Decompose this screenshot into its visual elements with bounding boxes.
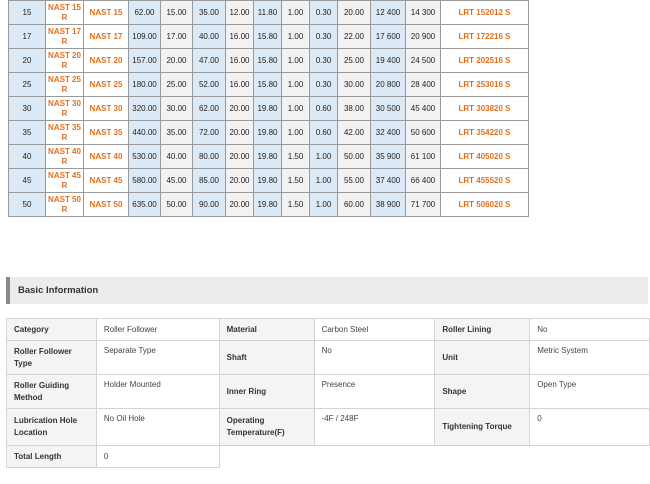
spec-value-cell: 635.00 bbox=[129, 193, 161, 217]
spec-value-cell: 1.00 bbox=[282, 25, 310, 49]
spec-value-cell: 55.00 bbox=[338, 169, 371, 193]
spec-value-cell: 12 400 bbox=[371, 1, 406, 25]
spec-value-cell: 60.00 bbox=[338, 193, 371, 217]
spec-value-cell: 16.00 bbox=[226, 49, 254, 73]
related-part-link[interactable]: LRT 202516 S bbox=[441, 49, 529, 73]
spec-value-cell: 1.00 bbox=[310, 145, 338, 169]
related-part-link[interactable]: LRT 405020 S bbox=[441, 145, 529, 169]
part-number-link[interactable]: NAST 25 R bbox=[46, 73, 84, 97]
info-value: Holder Mounted bbox=[96, 375, 219, 409]
spec-value-cell: 580.00 bbox=[129, 169, 161, 193]
part-number-link[interactable]: NAST 35 R bbox=[46, 121, 84, 145]
spec-value-cell: 40.00 bbox=[193, 25, 226, 49]
spec-value-cell: 17 600 bbox=[371, 25, 406, 49]
spec-value-cell: 180.00 bbox=[129, 73, 161, 97]
info-value: No bbox=[530, 319, 650, 341]
spec-value-cell: 20 900 bbox=[406, 25, 441, 49]
spec-value-cell: 45 400 bbox=[406, 97, 441, 121]
spec-value-cell: 19.80 bbox=[254, 121, 282, 145]
table-row bbox=[9, 145, 529, 169]
spec-value-cell: 85.00 bbox=[193, 169, 226, 193]
size-cell: 35 bbox=[9, 121, 46, 145]
spec-value-cell: 35.00 bbox=[161, 121, 193, 145]
info-value: 0 bbox=[530, 409, 650, 446]
spec-value-cell: 40.00 bbox=[161, 145, 193, 169]
spec-value-cell: 14 300 bbox=[406, 1, 441, 25]
spec-value-cell: 62.00 bbox=[129, 1, 161, 25]
spec-value-cell: 19 400 bbox=[371, 49, 406, 73]
spec-value-cell: 47.00 bbox=[193, 49, 226, 73]
spec-value-cell: 71 700 bbox=[406, 193, 441, 217]
spec-value-cell: 1.00 bbox=[282, 121, 310, 145]
spec-value-cell: 61 100 bbox=[406, 145, 441, 169]
spec-value-cell: 20.00 bbox=[338, 1, 371, 25]
table-row bbox=[9, 73, 529, 97]
info-label: Roller Follower Type bbox=[7, 341, 97, 375]
part-number-link[interactable]: NAST 20 R bbox=[46, 49, 84, 73]
info-row bbox=[7, 319, 650, 341]
spec-value-cell: 50.00 bbox=[161, 193, 193, 217]
info-label: Lubrication Hole Location bbox=[7, 409, 97, 446]
spec-value-cell: 440.00 bbox=[129, 121, 161, 145]
spec-value-cell: 42.00 bbox=[338, 121, 371, 145]
spec-value-cell: 17.00 bbox=[161, 25, 193, 49]
spec-value-cell: 30.00 bbox=[161, 97, 193, 121]
part-number-link[interactable]: NAST 15 R bbox=[46, 1, 84, 25]
info-label: Unit bbox=[435, 341, 530, 375]
part-link[interactable]: NAST 20 bbox=[84, 49, 129, 73]
info-label: Category bbox=[7, 319, 97, 341]
spec-value-cell: 1.00 bbox=[310, 193, 338, 217]
spec-value-cell: 28 400 bbox=[406, 73, 441, 97]
spec-value-cell: 20.00 bbox=[226, 97, 254, 121]
spec-value-cell: 35.00 bbox=[193, 1, 226, 25]
info-row bbox=[7, 446, 650, 468]
info-row bbox=[7, 375, 650, 409]
spec-value-cell: 1.50 bbox=[282, 145, 310, 169]
related-part-link[interactable]: LRT 152012 S bbox=[441, 1, 529, 25]
info-label: Operating Temperature(F) bbox=[219, 409, 314, 446]
spec-value-cell: 0.30 bbox=[310, 49, 338, 73]
basic-info-table bbox=[6, 318, 650, 468]
part-link[interactable]: NAST 30 bbox=[84, 97, 129, 121]
table-row bbox=[9, 49, 529, 73]
info-label: Material bbox=[219, 319, 314, 341]
spec-value-cell: 30.00 bbox=[338, 73, 371, 97]
spec-table bbox=[8, 0, 529, 217]
spec-value-cell: 0.30 bbox=[310, 25, 338, 49]
spec-value-cell: 45.00 bbox=[161, 169, 193, 193]
spec-value-cell: 20.00 bbox=[226, 169, 254, 193]
spec-value-cell: 0.60 bbox=[310, 97, 338, 121]
spec-value-cell: 12.00 bbox=[226, 1, 254, 25]
spec-value-cell: 25.00 bbox=[338, 49, 371, 73]
info-value: -4F / 248F bbox=[314, 409, 435, 446]
spec-value-cell: 72.00 bbox=[193, 121, 226, 145]
part-link[interactable]: NAST 17 bbox=[84, 25, 129, 49]
spec-value-cell: 66 400 bbox=[406, 169, 441, 193]
spec-value-cell: 0.60 bbox=[310, 121, 338, 145]
spec-value-cell: 20.00 bbox=[226, 145, 254, 169]
part-link[interactable]: NAST 45 bbox=[84, 169, 129, 193]
info-value: No Oil Hole bbox=[96, 409, 219, 446]
related-part-link[interactable]: LRT 172216 S bbox=[441, 25, 529, 49]
spec-value-cell: 0.30 bbox=[310, 73, 338, 97]
spec-value-cell: 16.00 bbox=[226, 73, 254, 97]
info-row bbox=[7, 341, 650, 375]
spec-value-cell: 20.00 bbox=[161, 49, 193, 73]
spec-value-cell: 0.30 bbox=[310, 1, 338, 25]
spec-value-cell: 32 400 bbox=[371, 121, 406, 145]
spec-value-cell: 25.00 bbox=[161, 73, 193, 97]
size-cell: 17 bbox=[9, 25, 46, 49]
info-value: No bbox=[314, 341, 435, 375]
basic-info-header bbox=[6, 277, 648, 304]
related-part-link[interactable]: LRT 506020 S bbox=[441, 193, 529, 217]
part-number-link[interactable]: NAST 30 R bbox=[46, 97, 84, 121]
spec-value-cell: 35 900 bbox=[371, 145, 406, 169]
spec-value-cell: 15.80 bbox=[254, 49, 282, 73]
basic-info-body bbox=[7, 319, 650, 468]
size-cell: 15 bbox=[9, 1, 46, 25]
size-cell: 40 bbox=[9, 145, 46, 169]
info-value: 0 bbox=[96, 446, 219, 468]
spec-value-cell: 38 900 bbox=[371, 193, 406, 217]
spec-value-cell: 20.00 bbox=[226, 193, 254, 217]
spec-value-cell: 24 500 bbox=[406, 49, 441, 73]
part-number-link[interactable]: NAST 45 R bbox=[46, 169, 84, 193]
info-label: Inner Ring bbox=[219, 375, 314, 409]
info-label: Roller Guiding Method bbox=[7, 375, 97, 409]
spec-value-cell: 1.00 bbox=[282, 49, 310, 73]
spec-value-cell: 30 500 bbox=[371, 97, 406, 121]
part-number-link[interactable]: NAST 17 R bbox=[46, 25, 84, 49]
table-row bbox=[9, 169, 529, 193]
spec-value-cell: 530.00 bbox=[129, 145, 161, 169]
table-row bbox=[9, 121, 529, 145]
part-link[interactable]: NAST 25 bbox=[84, 73, 129, 97]
info-value: Metric System bbox=[530, 341, 650, 375]
part-link[interactable]: NAST 35 bbox=[84, 121, 129, 145]
spec-value-cell: 320.00 bbox=[129, 97, 161, 121]
size-cell: 30 bbox=[9, 97, 46, 121]
spec-value-cell: 38.00 bbox=[338, 97, 371, 121]
spec-value-cell: 16.00 bbox=[226, 25, 254, 49]
part-number-link[interactable]: NAST 40 R bbox=[46, 145, 84, 169]
related-part-link[interactable]: LRT 455520 S bbox=[441, 169, 529, 193]
table-row bbox=[9, 193, 529, 217]
part-number-link[interactable]: NAST 50 R bbox=[46, 193, 84, 217]
spec-value-cell: 62.00 bbox=[193, 97, 226, 121]
spec-value-cell: 20.00 bbox=[226, 121, 254, 145]
spec-value-cell: 80.00 bbox=[193, 145, 226, 169]
spec-table-body bbox=[9, 1, 529, 217]
info-value: Presence bbox=[314, 375, 435, 409]
spec-value-cell: 1.50 bbox=[282, 193, 310, 217]
spec-value-cell: 37 400 bbox=[371, 169, 406, 193]
part-link[interactable]: NAST 40 bbox=[84, 145, 129, 169]
spec-value-cell: 19.80 bbox=[254, 193, 282, 217]
spec-value-cell: 15.80 bbox=[254, 73, 282, 97]
info-label: Tightening Torque bbox=[435, 409, 530, 446]
table-row bbox=[9, 1, 529, 25]
info-label: Total Length bbox=[7, 446, 97, 468]
spec-value-cell: 20 800 bbox=[371, 73, 406, 97]
part-link[interactable]: NAST 15 bbox=[84, 1, 129, 25]
spec-value-cell: 19.80 bbox=[254, 97, 282, 121]
empty-cell bbox=[219, 446, 649, 468]
spec-value-cell: 15.80 bbox=[254, 25, 282, 49]
section-title: Basic Information bbox=[18, 285, 99, 296]
info-value: Carbon Steel bbox=[314, 319, 435, 341]
info-label: Shape bbox=[435, 375, 530, 409]
spec-value-cell: 19.80 bbox=[254, 145, 282, 169]
spec-value-cell: 19.80 bbox=[254, 169, 282, 193]
related-part-link[interactable]: LRT 253016 S bbox=[441, 73, 529, 97]
related-part-link[interactable]: LRT 303820 S bbox=[441, 97, 529, 121]
spec-value-cell: 50 600 bbox=[406, 121, 441, 145]
spec-value-cell: 1.50 bbox=[282, 169, 310, 193]
info-value: Open Type bbox=[530, 375, 650, 409]
spec-value-cell: 157.00 bbox=[129, 49, 161, 73]
size-cell: 20 bbox=[9, 49, 46, 73]
spec-value-cell: 50.00 bbox=[338, 145, 371, 169]
spec-value-cell: 52.00 bbox=[193, 73, 226, 97]
info-label: Shaft bbox=[219, 341, 314, 375]
spec-value-cell: 11.80 bbox=[254, 1, 282, 25]
info-value: Separate Type bbox=[96, 341, 219, 375]
spec-value-cell: 109.00 bbox=[129, 25, 161, 49]
table-row bbox=[9, 97, 529, 121]
info-label: Roller Lining bbox=[435, 319, 530, 341]
size-cell: 45 bbox=[9, 169, 46, 193]
spec-value-cell: 15.00 bbox=[161, 1, 193, 25]
info-value: Roller Follower bbox=[96, 319, 219, 341]
spec-value-cell: 1.00 bbox=[282, 97, 310, 121]
size-cell: 50 bbox=[9, 193, 46, 217]
info-row bbox=[7, 409, 650, 446]
spec-value-cell: 22.00 bbox=[338, 25, 371, 49]
spec-value-cell: 1.00 bbox=[282, 1, 310, 25]
spec-value-cell: 1.00 bbox=[282, 73, 310, 97]
spec-value-cell: 1.00 bbox=[310, 169, 338, 193]
spec-value-cell: 90.00 bbox=[193, 193, 226, 217]
table-row bbox=[9, 25, 529, 49]
related-part-link[interactable]: LRT 354220 S bbox=[441, 121, 529, 145]
size-cell: 25 bbox=[9, 73, 46, 97]
part-link[interactable]: NAST 50 bbox=[84, 193, 129, 217]
